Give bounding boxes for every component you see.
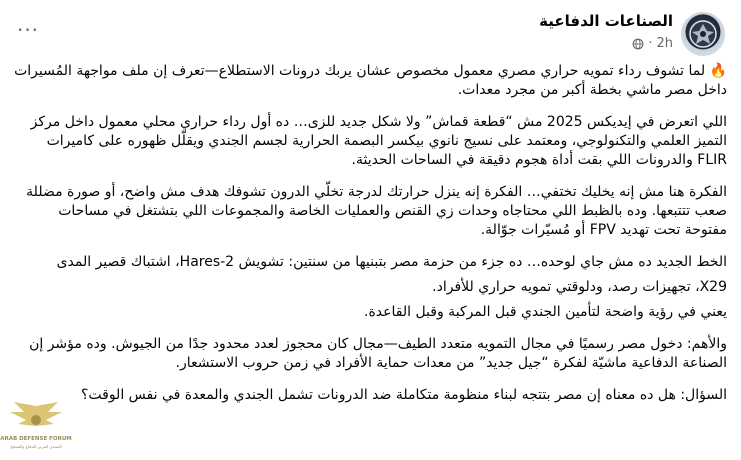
post-paragraph-4: الخط الجديد ده مش جاي لوحده… ده جزء من حزمة مصر بتبنيها من سنتين: تشويش Hares-2، اشتباك قصير المدى bbox=[56, 254, 727, 270]
post-meta bbox=[632, 36, 673, 51]
page-name[interactable]: الصناعات الدفاعية bbox=[539, 12, 673, 30]
post-paragraph-3: الفكرة هنا مش إنه يخليك تختفي… الفكرة إنه ينزل حرارتك لدرجة تخلّي الدرون تشوفك هدف مش واضح، أو صورة مضللة صعب تتتبعها. وده بالظبط اللي محتاجاه وحدات زي القنص والعمليات الخاصة والمجموعات اللي بتشتغل في مساحات مفتوحة تحت تهديد FPV أو مُسيّرات جوّالة. bbox=[26, 184, 727, 238]
more-options-button[interactable]: ··· bbox=[16, 18, 40, 42]
post-paragraph-1 bbox=[14, 62, 727, 100]
globe-icon[interactable] bbox=[632, 38, 644, 50]
post-time[interactable]: 2h bbox=[656, 36, 673, 51]
watermark-line-1: ARAB DEFENSE FORUM bbox=[0, 436, 72, 442]
meta-separator: · bbox=[648, 36, 653, 51]
fire-icon: 🔥 bbox=[709, 63, 727, 79]
watermark-line-2: المنتدى العربي للدفاع والتسليح bbox=[10, 444, 62, 449]
post-body bbox=[14, 62, 727, 418]
post-paragraph-7: والأهم: دخول مصر رسميًا في مجال التمويه متعدد الطيف—مجال كان محجوز لعدد محدود جدًا من الجيوش. وده مؤشر إن الصناعة الدفاعية ماشيّة لفكرة “جيل جديد” من معدات حماية الأفراد في زمن حروب الاستشعار. bbox=[29, 336, 727, 371]
page-avatar[interactable] bbox=[681, 12, 725, 56]
arab-defense-forum-watermark bbox=[0, 398, 72, 454]
emblem-icon bbox=[688, 19, 718, 49]
post-paragraph-6: يعني في رؤية واضحة لتأمين الجندي قبل المركبة وقبل القاعدة. bbox=[364, 304, 727, 320]
post-paragraph-8: السؤال: هل ده معناه إن مصر بتتجه لبناء منظومة متكاملة ضد الدرونات تشمل الجندي والمعدة في نفس الوقت؟ bbox=[80, 387, 727, 403]
post-paragraph-5: X29، تجهيزات رصد، ودلوقتي تمويه حراري للأفراد. bbox=[432, 279, 727, 295]
post-header bbox=[14, 8, 727, 58]
post-paragraph-2: اللي اتعرض في إيديكس 2025 مش “قطعة قماش” ولا شكل جديد للزى… ده أول رداء حراري محلي معمول داخل مركز التميز العلمي والتكنولوجي، ومعتمد على نسيج نانوي بيكسر البصمة الحرارية لجسم الجندي ويقلّل ظهوره على كاميرات FLIR والدرونات اللي بقت أداة هجوم دقيقة في الساحات الحديثة. bbox=[30, 114, 727, 168]
paragraph-text: لما تشوف رداء تمويه حراري مصري معمول مخصوص عشان يربك درونات الاستطلاع—تعرف إن ملف مواجهة المُسيرات داخل مصر ماشي بخطة أكبر من مجرد معدات. bbox=[14, 63, 727, 98]
